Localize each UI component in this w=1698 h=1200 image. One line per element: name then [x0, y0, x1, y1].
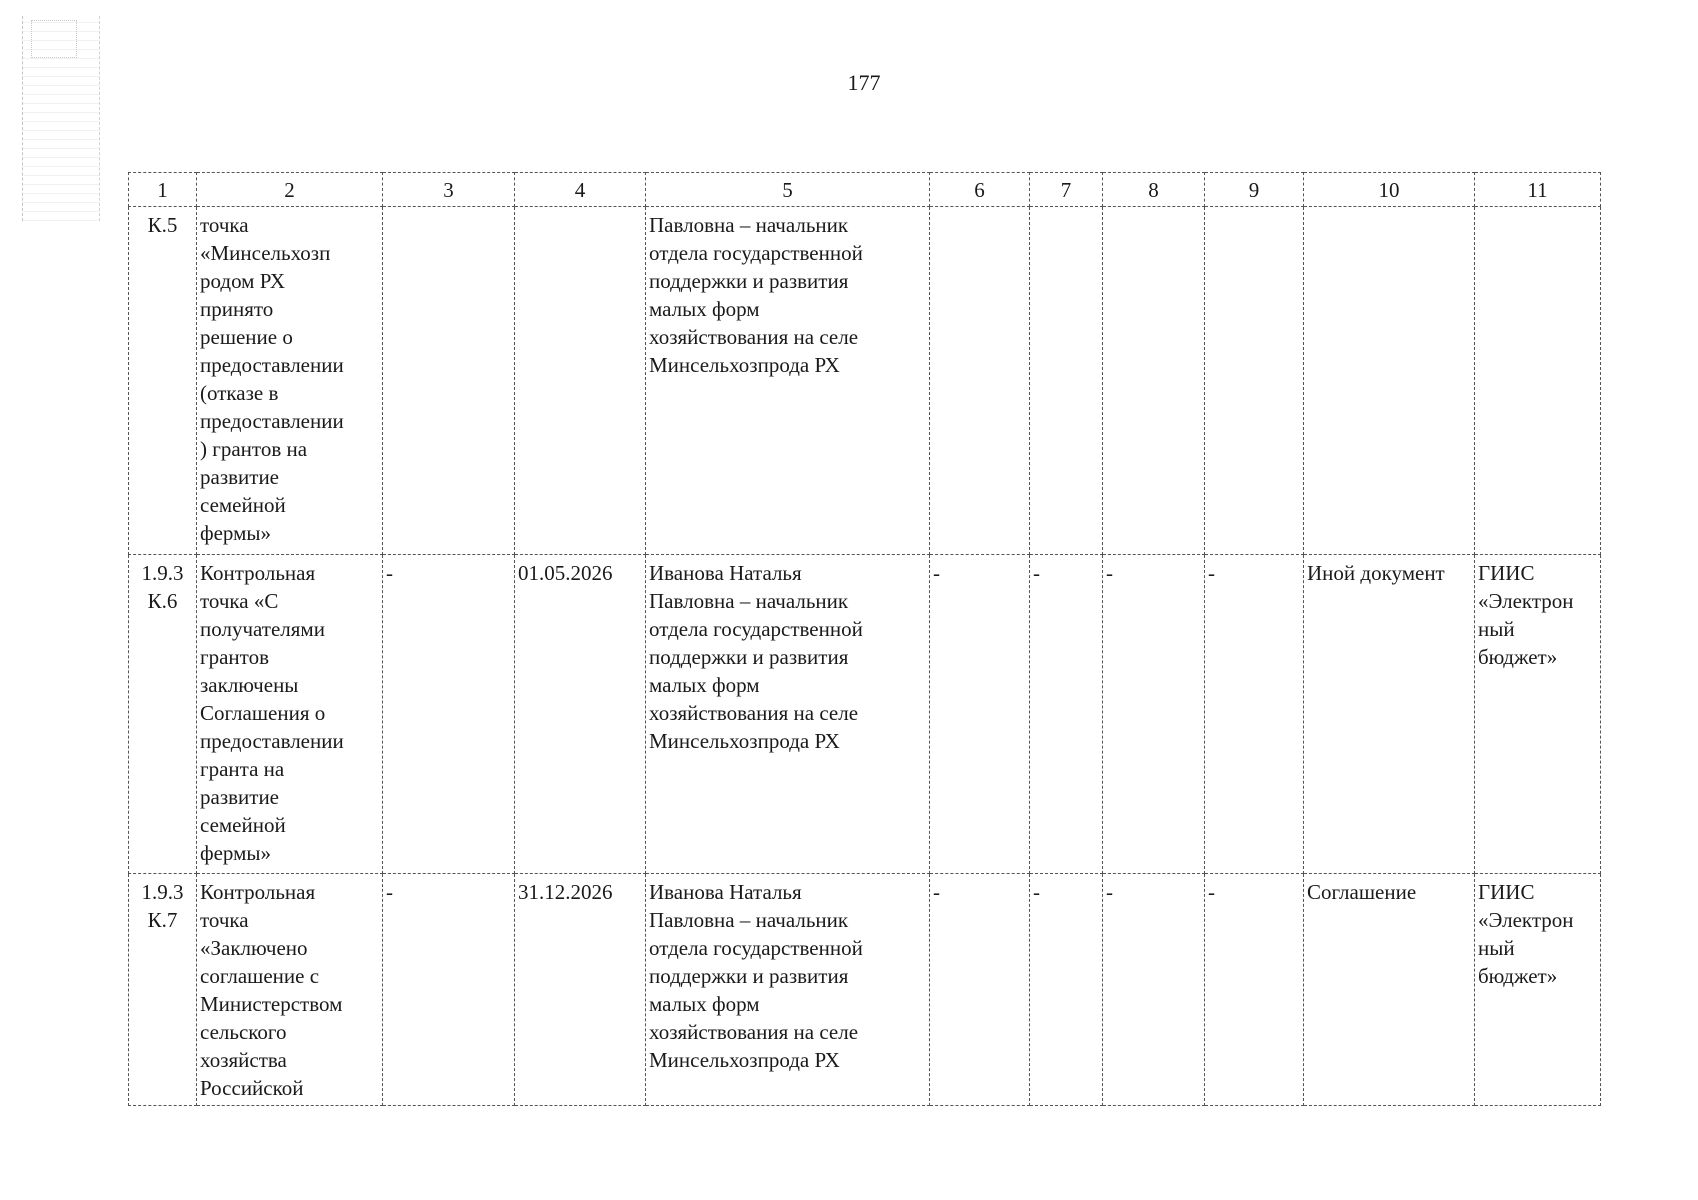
information-system-cell: ГИИС «Электрон ный бюджет»	[1475, 555, 1601, 874]
row-number-cell: К.5	[129, 207, 197, 555]
column-header-3: 3	[383, 173, 515, 207]
cell-col-6: -	[930, 555, 1030, 874]
responsible-person-cell: Иванова Наталья Павловна – начальник отдела государственной поддержки и развития малых форм хозяйствования на селе Минсельхозпрода РХ	[646, 555, 930, 874]
column-header-2: 2	[197, 173, 383, 207]
event-name-cell: Контрольная точка «С получателями грантов заключены Соглашения о предоставлении гранта на развитие семейной фермы»	[197, 555, 383, 874]
column-header-6: 6	[930, 173, 1030, 207]
column-header-10: 10	[1304, 173, 1475, 207]
cell-col-7	[1030, 207, 1103, 555]
cell-col-8: -	[1103, 874, 1205, 1106]
column-header-11: 11	[1475, 173, 1601, 207]
cell-col-6: -	[930, 874, 1030, 1106]
row-number-cell: 1.9.3 К.7	[129, 874, 197, 1106]
end-date-cell: 01.05.2026	[515, 555, 646, 874]
start-date-cell	[383, 207, 515, 555]
end-date-cell: 31.12.2026	[515, 874, 646, 1106]
event-name-cell: Контрольная точка «Заключено соглашение с Министерством сельского хозяйства Российской	[197, 874, 383, 1106]
page-number: 177	[847, 70, 881, 95]
document-table	[128, 172, 1601, 1106]
column-header-5: 5	[646, 173, 930, 207]
scan-margin-mark	[22, 16, 100, 221]
responsible-person-cell: Иванова Наталья Павловна – начальник отдела государственной поддержки и развития малых форм хозяйствования на селе Минсельхозпрода РХ	[646, 874, 930, 1106]
cell-col-7: -	[1030, 555, 1103, 874]
row-number-cell: 1.9.3 К.6	[129, 555, 197, 874]
cell-col-9: -	[1205, 874, 1304, 1106]
table-row	[129, 555, 1601, 874]
responsible-person-cell: Павловна – начальник отдела государственной поддержки и развития малых форм хозяйствования на селе Минсельхозпрода РХ	[646, 207, 930, 555]
document-type-cell	[1304, 207, 1475, 555]
table-row	[129, 207, 1601, 555]
cell-col-9: -	[1205, 555, 1304, 874]
cell-col-8: -	[1103, 555, 1205, 874]
document-type-cell: Иной документ	[1304, 555, 1475, 874]
start-date-cell: -	[383, 555, 515, 874]
cell-col-6	[930, 207, 1030, 555]
event-name-cell: точка «Минсельхозп родом РХ принято решение о предоставлении (отказе в предоставлении ) грантов на развитие семейной фермы»	[197, 207, 383, 555]
column-header-4: 4	[515, 173, 646, 207]
cell-col-9	[1205, 207, 1304, 555]
end-date-cell	[515, 207, 646, 555]
information-system-cell: ГИИС «Электрон ный бюджет»	[1475, 874, 1601, 1106]
column-header-8: 8	[1103, 173, 1205, 207]
start-date-cell: -	[383, 874, 515, 1106]
column-header-7: 7	[1030, 173, 1103, 207]
column-header-1: 1	[129, 173, 197, 207]
cell-col-7: -	[1030, 874, 1103, 1106]
information-system-cell	[1475, 207, 1601, 555]
document-type-cell: Соглашение	[1304, 874, 1475, 1106]
header-row	[129, 173, 1601, 207]
table-row	[129, 874, 1601, 1106]
column-header-9: 9	[1205, 173, 1304, 207]
cell-col-8	[1103, 207, 1205, 555]
